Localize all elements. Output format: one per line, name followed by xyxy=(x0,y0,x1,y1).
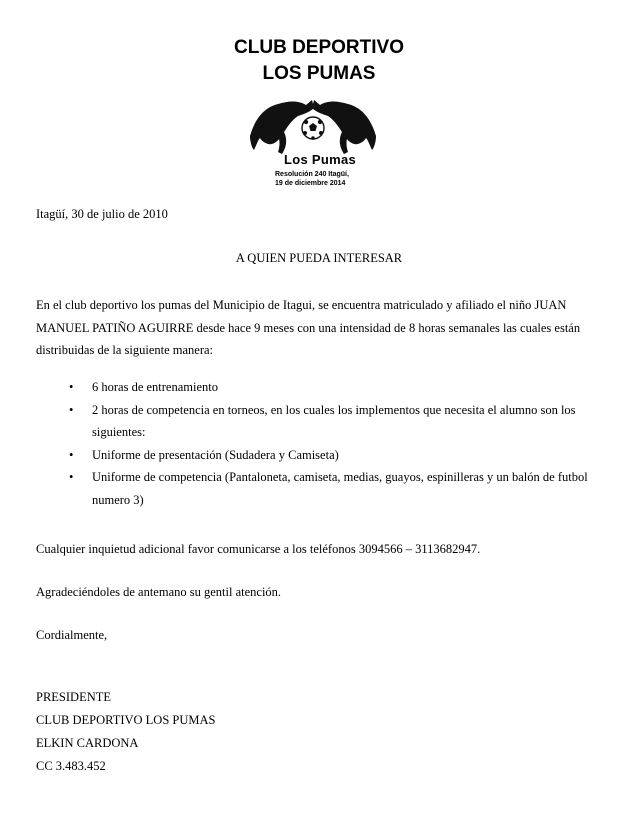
contact-paragraph: Cualquier inquietud adicional favor comunicarse a los teléfonos 3094566 – 3113682947. xyxy=(36,542,481,556)
list-item-line: 6 horas de entrenamiento xyxy=(92,380,218,394)
closing-text: Cordialmente, xyxy=(36,628,108,642)
signature-name: ELKIN CARDONA xyxy=(36,736,139,750)
thanks-paragraph: Agradeciéndoles de antemano su gentil atención. xyxy=(36,585,282,599)
signature-id: CC 3.483.452 xyxy=(36,759,106,773)
club-logo xyxy=(248,96,378,194)
signature-organization: CLUB DEPORTIVO LOS PUMAS xyxy=(36,713,216,727)
intro-line: MANUEL PATIÑO AGUIRRE desde hace 9 meses con una intensidad de 8 horas semanales las cuales están xyxy=(36,320,581,335)
signature-role: PRESIDENTE xyxy=(36,690,111,704)
bullet-icon: • xyxy=(69,380,74,394)
intro-line: En el club deportivo los pumas del Municipio de Itagui, se encuentra matriculado y afiliado el niño JUAN xyxy=(36,298,567,312)
list-item xyxy=(62,466,588,511)
list-item xyxy=(62,399,588,444)
list-item xyxy=(62,376,588,399)
list-item-line: siguientes: xyxy=(92,425,146,439)
signature-block xyxy=(36,686,215,778)
list-item xyxy=(62,444,588,467)
logo-resolution-line1: Resolución 240 Itagüí, xyxy=(275,171,349,178)
bullet-icon: • xyxy=(69,402,74,417)
list-item-line: Uniforme de presentación (Sudadera y Camiseta) xyxy=(92,447,339,462)
bullet-icon: • xyxy=(69,447,74,462)
activities-list xyxy=(62,376,588,511)
bullet-icon: • xyxy=(69,470,74,484)
list-item-line: 2 horas de competencia en torneos, en los cuales los implementos que necesita el alumno son los xyxy=(92,402,576,417)
list-item-line: numero 3) xyxy=(92,492,144,507)
club-title-line2: LOS PUMAS xyxy=(262,63,376,84)
list-item-line: Uniforme de competencia (Pantaloneta, camiseta, medias, guayos, espinilleras y un balón de futbol xyxy=(92,470,588,484)
letter-date: Itagüí, 30 de julio de 2010 xyxy=(36,207,168,221)
logo-resolution-line2: 19 de diciembre 2014 xyxy=(275,180,346,187)
logo-name: Los Pumas xyxy=(284,152,357,167)
intro-line: distribuidas de la siguiente manera: xyxy=(36,343,214,357)
intro-paragraph xyxy=(36,294,580,362)
club-title-line1: CLUB DEPORTIVO xyxy=(234,37,404,58)
letter-heading: A QUIEN PUEDA INTERESAR xyxy=(235,251,403,265)
